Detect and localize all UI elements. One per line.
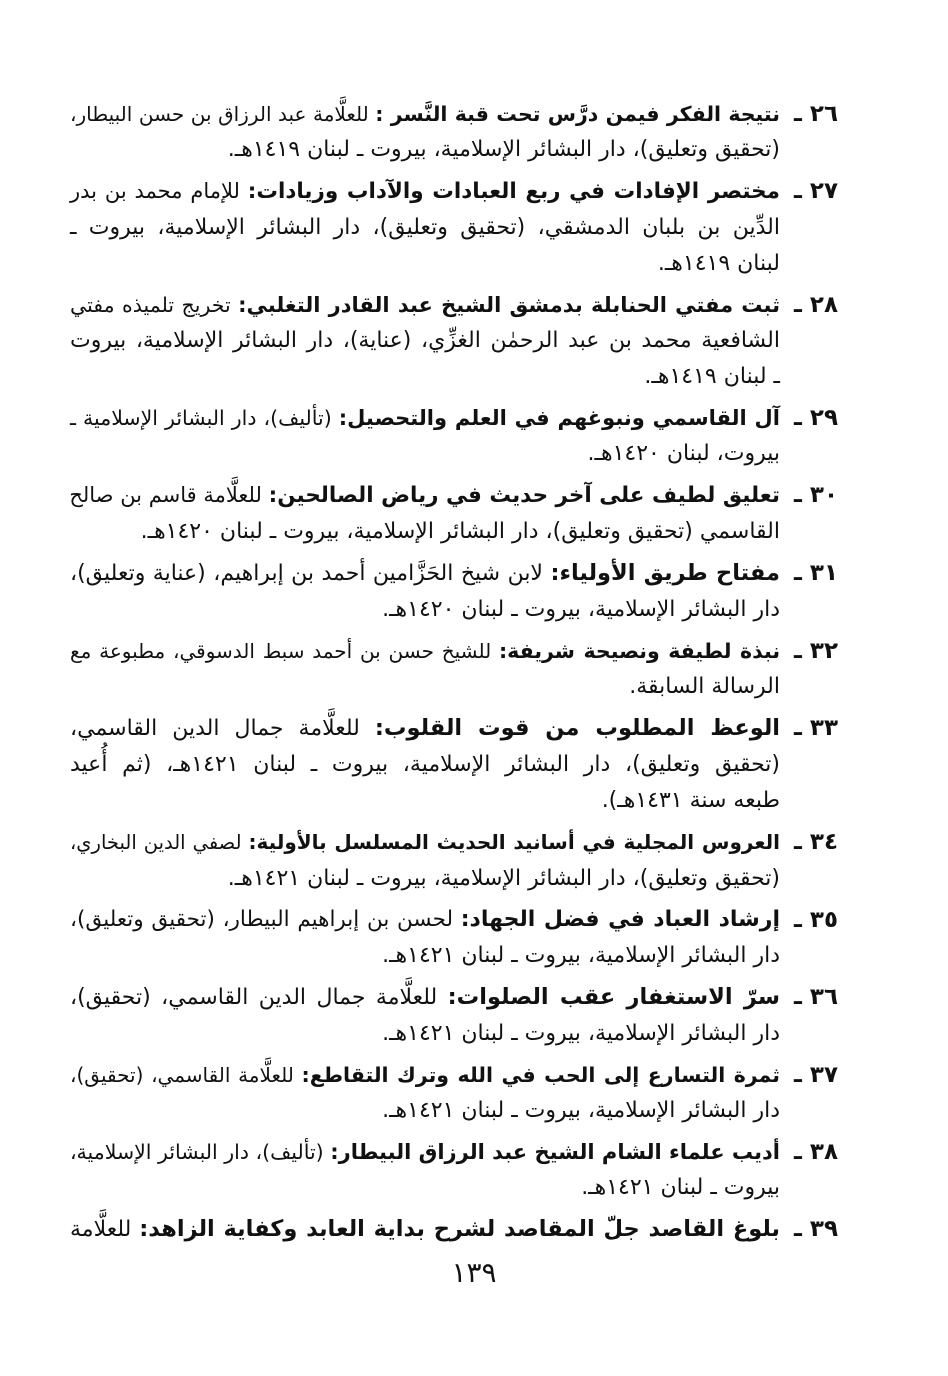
entry-text: ـ لبنان ١٤١٩هـ. — [644, 364, 780, 389]
entry-line — [70, 747, 780, 783]
entry-number: ٣١ ـ — [794, 560, 838, 586]
entry-line — [70, 938, 780, 974]
entry-text: الشافعية محمد بن عبد الرحمٰن الغزِّي، (عناية)، دار البشائر الإسلامية، بيروت — [70, 328, 780, 353]
entry-text: دار البشائر الإسلامية، بيروت ـ لبنان ١٤٢٠هـ. — [382, 597, 780, 622]
entry-text: (تحقيق وتعليق)، دار البشائر الإسلامية، بيروت ـ لبنان ١٤١٩هـ. — [227, 137, 780, 162]
bibliography-entry — [70, 477, 838, 550]
entry-line — [70, 824, 780, 861]
entry-title: آل القاسمي ونبوغهم في العلم والتحصيل: — [338, 406, 780, 430]
bibliography-entry — [70, 710, 838, 819]
entry-text: (تحقيق وتعليق)، دار البشائر الإسلامية، بيروت ـ لبنان ١٤٢١هـ. — [227, 866, 780, 891]
entry-text: الرسالة السابقة. — [629, 674, 780, 699]
entry-number: ٢٩ ـ — [794, 405, 838, 431]
entry-line — [70, 173, 780, 210]
entry-title: إرشاد العباد في فضل الجهاد: — [460, 907, 780, 932]
entry-line — [70, 359, 780, 395]
entry-text: للعلَّامة القاسمي، (تحقيق)، — [70, 1063, 294, 1087]
entry-text: للعلَّامة جمال الدين القاسمي، — [70, 716, 360, 741]
entry-text: للعلَّامة عبد الرزاق بن حسن البيطار، — [70, 102, 369, 126]
entry-line — [70, 1134, 780, 1170]
entry-number: ٣٨ ـ — [794, 1139, 838, 1165]
entry-title: مختصر الإفادات في ربع العبادات والآداب وزيادات: — [247, 179, 780, 204]
entry-title: مفتاح طريق الأولياء: — [550, 560, 780, 586]
entry-line — [70, 633, 780, 669]
entry-line — [70, 902, 780, 938]
entry-number: ٢٦ ـ — [794, 101, 838, 127]
bibliography-list — [70, 96, 838, 1253]
entry-text: طبعه سنة ١٤٣١هـ). — [601, 788, 780, 813]
entry-line — [70, 710, 780, 747]
entry-text: الدِّين بن بلبان الدمشقي، (تحقيق وتعليق)، دار البشائر الإسلامية، بيروت ـ — [70, 215, 780, 240]
entry-line — [70, 246, 780, 282]
entry-text: لصفي الدين البخاري، — [70, 831, 242, 854]
entry-text: للعلَّامة جمال الدين القاسمي، (تحقيق)، — [70, 985, 438, 1010]
entry-text: دار البشائر الإسلامية، بيروت ـ لبنان ١٤٢١هـ. — [382, 943, 780, 968]
entry-title: أديب علماء الشام الشيخ عبد الرزاق البيطار: — [330, 1140, 780, 1164]
entry-text: لبنان ١٤١٩هـ. — [657, 251, 780, 276]
entry-text: بيروت، لبنان ١٤٢٠هـ. — [587, 441, 780, 466]
entry-number: ٣٣ ـ — [794, 715, 838, 741]
entry-text: دار البشائر الإسلامية، بيروت ـ لبنان ١٤٢١هـ. — [382, 1021, 780, 1046]
entry-number: ٣٧ ـ — [794, 1062, 838, 1088]
entry-text: تخريج تلميذه مفتي — [70, 293, 231, 317]
entry-number: ٣٥ ـ — [794, 907, 838, 933]
entry-text: بيروت ـ لبنان ١٤٢١هـ. — [581, 1175, 780, 1200]
entry-text: لابن شيخ الحَزَّامين أحمد بن إبراهيم، (عناية وتعليق)، — [70, 561, 543, 586]
entry-line — [70, 1211, 780, 1248]
entry-title: بلوغ القاصد جلّ المقاصد لشرح بداية العابد وكفاية الزاهد: — [139, 1216, 780, 1242]
bibliography-entry — [70, 824, 838, 897]
page-number: ١٣٩ — [451, 1256, 497, 1289]
entry-text: للعلَّامة — [70, 1217, 132, 1242]
bibliography-entry — [70, 555, 838, 628]
entry-text: القاسمي (تحقيق وتعليق)، دار البشائر الإسلامية، بيروت ـ لبنان ١٤٢٠هـ. — [140, 519, 780, 544]
entry-line — [70, 323, 780, 359]
entry-title: ثمرة التسارع إلى الحب في الله وترك التقاطع: — [301, 1063, 780, 1087]
entry-line — [70, 1016, 780, 1052]
bibliography-entry — [70, 1057, 838, 1129]
entry-text: لحسن بن إبراهيم البيطار، (تحقيق وتعليق)، — [70, 907, 454, 932]
bibliography-entry — [70, 979, 838, 1052]
entry-line — [70, 1057, 780, 1093]
entry-title: ثبت مفتي الحنابلة بدمشق الشيخ عبد القادر التغلبي: — [238, 293, 780, 317]
entry-text: دار البشائر الإسلامية، بيروت ـ لبنان ١٤٢١هـ. — [382, 1098, 780, 1123]
entry-number: ٢٨ ـ — [794, 292, 838, 318]
entry-line — [70, 1093, 780, 1129]
bibliography-entry — [70, 400, 838, 472]
entry-number: ٣٢ ـ — [794, 638, 838, 664]
entry-number: ٣٦ ـ — [794, 984, 838, 1010]
entry-title: تعليق لطيف على آخر حديث في رياض الصالحين: — [268, 483, 780, 508]
entry-line — [70, 132, 780, 168]
entry-line — [70, 96, 780, 132]
entry-line — [70, 287, 780, 323]
entry-line — [70, 477, 780, 514]
entry-line — [70, 400, 780, 436]
entry-title: سرّ الاستغفار عقب الصلوات: — [447, 984, 780, 1010]
bibliography-entry — [70, 1211, 838, 1248]
entry-text: (تأليف)، دار البشائر الإسلامية، — [69, 1140, 324, 1164]
entry-title: العروس المجلية في أسانيد الحديث المسلسل بالأولية: — [248, 830, 780, 854]
entry-text: (تحقيق وتعليق)، دار البشائر الإسلامية، بيروت ـ لبنان ١٤٢١هـ، (ثم أُعيد — [70, 752, 780, 777]
entry-title: نتيجة الفكر فيمن درَّس تحت قبة النَّسر : — [375, 102, 780, 126]
entry-text: للشيخ حسن بن أحمد سبط الدسوقي، مطبوعة مع — [70, 639, 492, 663]
entry-text: للعلَّامة قاسم بن صالح — [69, 483, 262, 507]
bibliography-entry — [70, 902, 838, 974]
bibliography-entry — [70, 287, 838, 395]
entry-line — [70, 555, 780, 592]
bibliography-entry — [70, 633, 838, 705]
entry-number: ٣٩ ـ — [794, 1216, 838, 1242]
entry-number: ٣٠ ـ — [794, 482, 838, 508]
entry-line — [70, 1170, 780, 1206]
entry-line — [70, 592, 780, 628]
bibliography-entry — [70, 173, 838, 282]
entry-text: (تأليف)، دار البشائر الإسلامية ـ — [70, 406, 332, 430]
entry-text: للإمام محمد بن بدر — [70, 179, 240, 203]
entry-title: نبذة لطيفة ونصيحة شريفة: — [498, 639, 781, 663]
entry-line — [70, 436, 780, 472]
entry-number: ٣٤ ـ — [794, 829, 838, 855]
entry-line — [70, 783, 780, 819]
entry-line — [70, 210, 780, 246]
bibliography-entry — [70, 1134, 838, 1206]
entry-number: ٢٧ ـ — [794, 178, 838, 204]
entry-line — [70, 979, 780, 1016]
entry-title: الوعظ المطلوب من قوت القلوب: — [374, 715, 780, 741]
bibliography-entry — [70, 96, 838, 168]
entry-line — [70, 669, 780, 705]
entry-line — [70, 861, 780, 897]
entry-line — [70, 514, 780, 550]
